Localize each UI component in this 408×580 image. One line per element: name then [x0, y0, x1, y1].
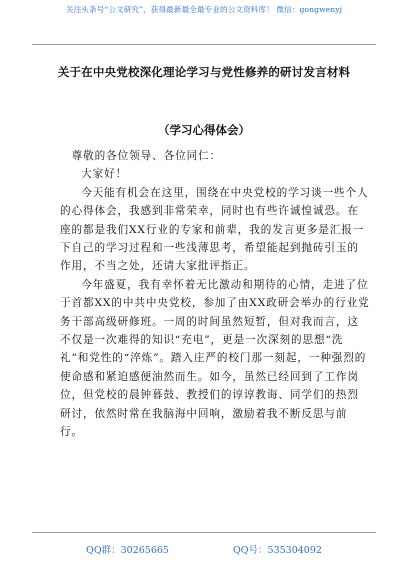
document-subtitle: （学习心得体会）	[158, 123, 250, 137]
body-paragraph: 今年盛夏，我有幸怀着无比激动和期待的心情，走进了位于首都XX的中共中央党校，参加了由XX政研会举办的行业党务干部高级研修班。一周的时间虽然短暂，但对我而言，这不仅是一次难得的知识“充电”，更是一次深刻的思想“洗礼”和党性的“淬炼”。踏入庄严的校门那一刻起，一种强烈的使命感和紧迫感便油然而生。如今，虽然已经回到了工作岗位，但党校的晨钟暮鼓、教授们的谆谆教诲、同学们的热烈研讨，依然时常在我脑海中回响，激励着我不断反思与前行。	[60, 278, 370, 439]
document-body	[60, 147, 370, 442]
document-title: 关于在中央党校深化理论学习与党性修养的研讨发言材料	[57, 65, 351, 79]
body-paragraph: 今天能有机会在这里，围绕在中央党校的学习谈一些个人的心得体会，我感到非常荣幸，同时也有些许诚惶诚恐。在座的都是我们XX行业的专家和前辈，我的发言更多是汇报一下自己的学习过程和一些浅薄思考，希望能起到抛砖引玉的作用，不当之处，还请大家批评指正。	[60, 186, 369, 273]
greeting: 大家好！	[81, 168, 128, 181]
footer-contact	[0, 542, 408, 556]
footer-divider	[32, 532, 376, 533]
header-divider	[32, 44, 376, 45]
header-banner: 关注头条号“公文研究”，获得最新最全最专业的公文资料库！ 微信：gongwenyj	[65, 5, 343, 14]
qq-group-link[interactable]: QQ群：30265665	[86, 545, 169, 556]
salutation: 尊敬的各位领导、各位同仁：	[71, 150, 222, 162]
qq-number-link[interactable]: QQ号：535304092	[232, 545, 322, 556]
